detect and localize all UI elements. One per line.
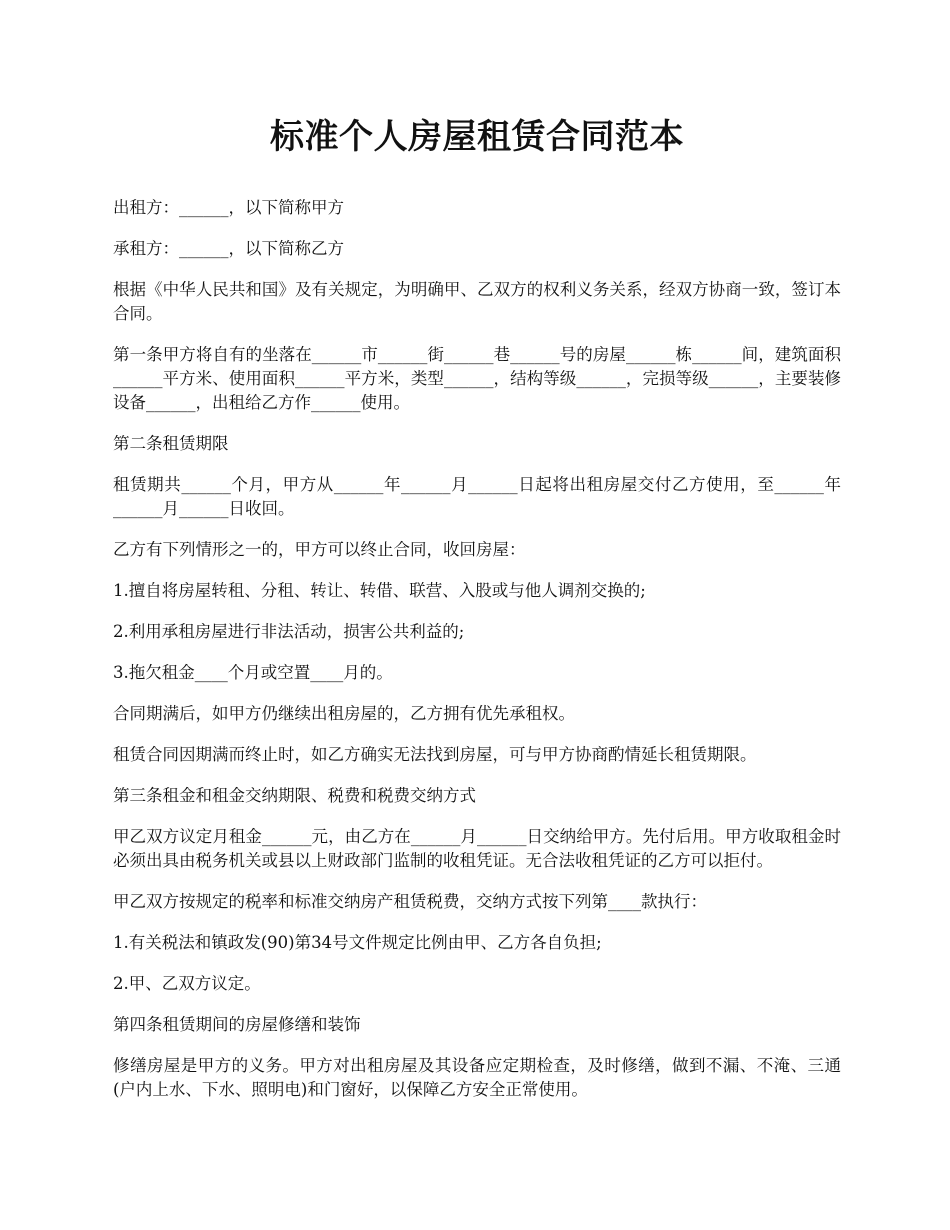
termination-item-1: 1.擅自将房屋转租、分租、转让、转借、联营、入股或与他人调剂交换的; [113, 581, 646, 600]
preamble-paragraph: 根据《中华人民共和国》及有关规定，为明确甲、乙双方的权利义务关系，经双方协商一致，签订本合同。 [113, 280, 841, 323]
termination-item-2: 2.利用承租房屋进行非法活动，损害公共利益的; [113, 622, 465, 641]
lease-term-paragraph: 租赁期共______个月，甲方从______年______月______日起将出租房屋交付乙方使用，至______年______月______日收回。 [113, 475, 841, 518]
tax-item-1: 1.有关税法和镇政发(90)第34号文件规定比例由甲、乙方各自负担; [113, 933, 602, 952]
article-4-heading: 第四条租赁期间的房屋修缮和装饰 [113, 1015, 361, 1034]
tax-paragraph: 甲乙双方按规定的税率和标准交纳房产租赁税费，交纳方式按下列第____款执行： [113, 892, 707, 911]
tax-item-2: 2.甲、乙双方议定。 [113, 974, 261, 993]
lessee-line: 承租方：______，以下简称乙方 [113, 239, 344, 258]
article-2-heading: 第二条租赁期限 [113, 434, 229, 453]
renewal-priority-paragraph: 合同期满后，如甲方仍继续出租房屋的，乙方拥有优先承租权。 [113, 704, 575, 723]
extension-paragraph: 租赁合同因期满而终止时，如乙方确实无法找到房屋，可与甲方协商酌情延长租赁期限。 [113, 745, 757, 764]
rent-payment-paragraph: 甲乙双方议定月租金______元，由乙方在______月______日交纳给甲方。先付后用。甲方收取租金时必须出具由税务机关或县以上财政部门监制的收租凭证。无合法收租凭证的乙方可以拒付。 [113, 827, 841, 870]
termination-item-3: 3.拖欠租金____个月或空置____月的。 [113, 663, 393, 682]
repair-obligation-paragraph: 修缮房屋是甲方的义务。甲方对出租房屋及其设备应定期检查，及时修缮，做到不漏、不淹、三通(户内上水、下水、照明电)和门窗好，以保障乙方安全正常使用。 [113, 1056, 841, 1099]
lessor-line: 出租方：______，以下简称甲方 [113, 198, 344, 217]
article-1-paragraph: 第一条甲方将自有的坐落在______市______街______巷______号的房屋______栋______间，建筑面积______平方米、使用面积______平方米，类型______，结构等级______，完损等级______，主要装修设备______，出租给乙方作______使用。 [113, 345, 841, 412]
termination-conditions-intro: 乙方有下列情形之一的，甲方可以终止合同，收回房屋： [113, 540, 526, 559]
article-3-heading: 第三条租金和租金交纳期限、税费和税费交纳方式 [113, 786, 476, 805]
contract-page [113, 112, 841, 1119]
document-title: 标准个人房屋租赁合同范本 [270, 117, 684, 157]
